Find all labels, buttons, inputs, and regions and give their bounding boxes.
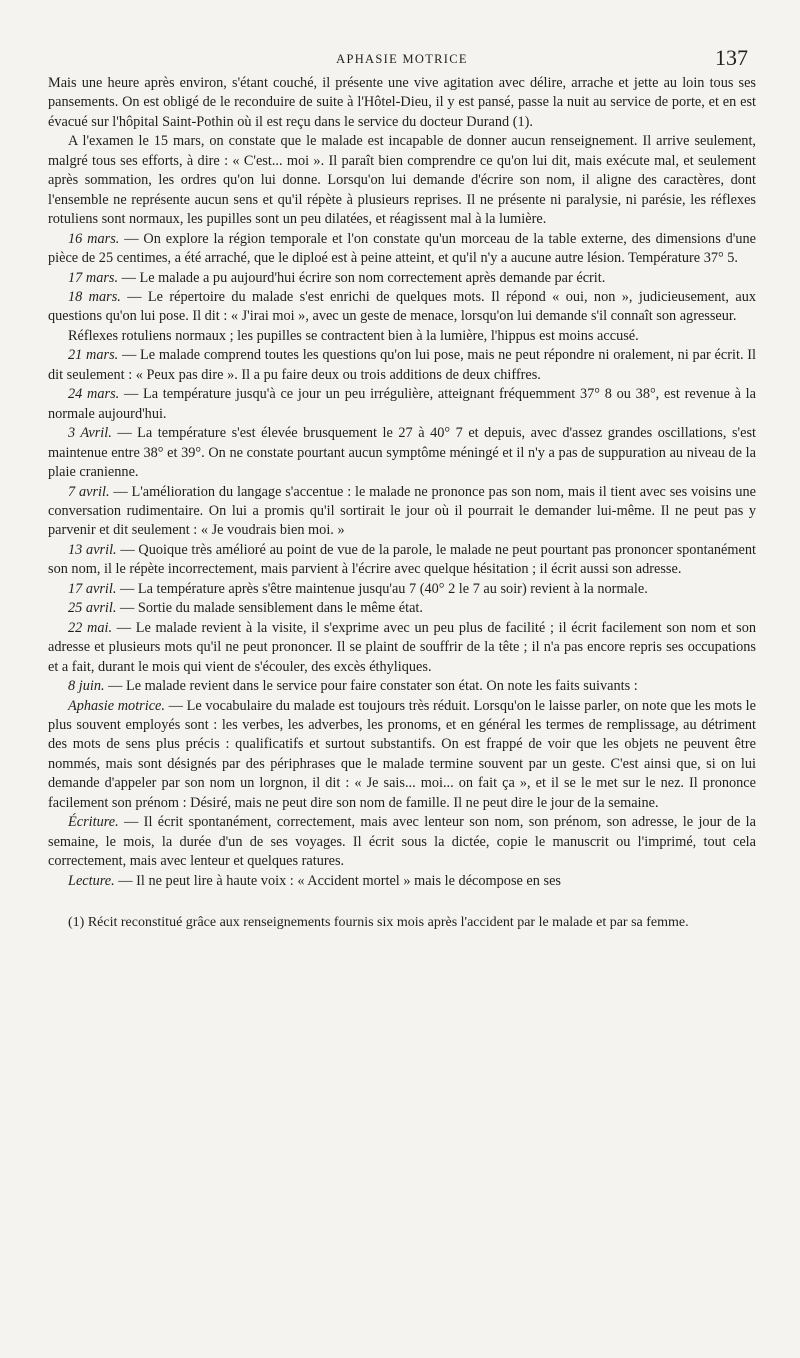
paragraph-text: — La température jusqu'à ce jour un peu irrégulière, atteignant fréquemment 37° 8 ou 38°, est revenue à la normale aujourd'hui. — [48, 386, 756, 422]
paragraph-text: — Le malade comprend toutes les questions qu'on lui pose, mais ne peut répondre ni oralement, ni par écrit. Il dit seulement : « Peux pas dire ». Il a pu faire deux ou trois additions de deux chiffres. — [48, 347, 757, 383]
paragraph-text: Mais une heure après environ, s'étant couché, il présente une vive agitation avec délire, arrache et jette au loin tous ses pansements. On est obligé de le reconduire de suite à l'Hôtel-Dieu, il y est pansé, passe la nuit au service de porte, et en est évacué sur l'hôpital Saint-Pothin où il est reçu dans le service du docteur Durand (1). — [48, 75, 756, 130]
paragraph — [48, 580, 756, 599]
paragraph-text: — L'amélioration du langage s'accentue : le malade ne prononce pas son nom, mais il tient avec ses voisins une conversation rudimentaire. On lui a promis qu'il sortirait le jour où il pourrait le demander lui-même. Il ne peut pas y parvenir et dit seulement : « Je voudrais bien moi. » — [48, 483, 756, 539]
paragraph — [48, 288, 756, 327]
paragraph-text: — Sortie du malade sensiblement dans le même état. — [116, 600, 423, 617]
paragraph-text: A l'examen le 15 mars, on constate que le malade est incapable de donner aucun renseignement. Il arrive seulement, malgré tous ses efforts, à dire : « C'est... moi ». Il paraît bien comprendre ce qu'on lui dit, mais exécute mal, et seulement après sommation, les ordres qu'on lui donne. Lorsqu'on lui demande d'écrire son nom, il aligne des caractères, dont l'ensemble ne représente aucun sens et qu'il répète à plusieurs reprises. Il ne présente ni paralysie, ni parésie, les réflexes rotuliens sont normaux, les pupilles sont un peu dilatées, et réagissent mal à la lumière. — [48, 133, 756, 228]
paragraph-text: — Il écrit spontanément, correctement, mais avec lenteur son nom, son prénom, son adresse, le jour de la semaine, le mois, la durée d'un de ses voyages. Il écrit sous la dictée, copie le manuscrit ou l'imprimé, tout cela correctement, mais avec lenteur et quelques ratures. — [48, 814, 756, 870]
paragraph-text: — Le malade revient à la visite, il s'exprime avec un peu plus de facilité ; il écrit facilement son nom et son adresse et plusieurs mots qu'il ne peut prononcer. Il se plaint de souffrir de la tête ; il n'a pas encore repris ses occupations et a fait, durant le mois qui vient de s'écouler, des excès éthyliques. — [48, 619, 756, 675]
paragraph — [48, 483, 756, 541]
paragraph — [48, 813, 756, 871]
paragraph — [48, 541, 756, 580]
paragraph-text: — On explore la région temporale et l'on constate qu'un morceau de la table externe, des dimensions d'une pièce de 25 centimes, a été arraché, que le diploé est à peine atteint, et qu'il n'y a aucune autre lésion. Température 37° 5. — [48, 230, 756, 267]
paragraph-text: — Quoique très amélioré au point de vue de la parole, le malade ne peut pourtant pas prononcer spontanément son nom, il le répète incorrectement, mais parvient à l'écrire avec quelque hésitation ; il écrit aussi son adresse. — [48, 541, 756, 578]
paragraph-text: — La température après s'être maintenue jusqu'au 7 (40° 2 le 7 au soir) revient à la normale. — [116, 580, 648, 597]
paragraph-text: — Le vocabulaire du malade est toujours très réduit. Lorsqu'on le laisse parler, on note que les mots le plus souvent employés sont : les verbes, les adverbes, les pronoms, et en général les termes de remplissage, au détriment des mots de sens plus précis : qualificatifs et surtout substantifs. On est frappé de voir que les objets ne peuvent être nommés, mais sont désignés par des périphrases que le malade termine souvent par un geste. C'est ainsi que, si on lui demande d'appeler par son nom un lorgnon, il dit : « Je sais... moi... on fait ça », et il se le met sur le nez. Il prononce facilement son prénom : Désiré, mais ne peut dire son nom de famille. Il ne peut dire le jour de la semaine. — [48, 697, 756, 811]
paragraph — [48, 132, 756, 229]
paragraph-lead: 3 Avril. — [68, 425, 112, 442]
paragraph-lead: Écriture. — [68, 814, 119, 831]
running-title: APHASIE MOTRICE — [336, 52, 468, 66]
paragraph-lead: 24 mars. — [68, 386, 120, 403]
paragraph-text: — Le malade a pu aujourd'hui écrire son nom correctement après demande par écrit. — [118, 269, 606, 286]
paragraph — [48, 872, 756, 891]
footnote: (1) Récit reconstitué grâce aux renseignements fournis six mois après l'accident par le malade et par sa femme. — [68, 915, 689, 931]
paragraph — [48, 230, 756, 269]
paragraph-lead: 17 mars. — [68, 269, 119, 286]
paragraph-lead: 8 juin. — [68, 678, 105, 695]
paragraph — [48, 346, 756, 385]
paragraph-text: — La température s'est élevée brusquement le 27 à 40° 7 et depuis, avec d'assez grandes oscillations, s'est maintenue entre 38° et 39°. On ne constate pourtant aucun symptôme méningé et il n'y a pas de suppuration au niveau de la plaie cranienne. — [48, 425, 756, 481]
paragraph — [48, 599, 756, 618]
paragraph-lead: 13 avril. — [68, 541, 117, 558]
paragraph-lead: 17 avril. — [68, 580, 117, 597]
paragraph-text: — Il ne peut lire à haute voix : « Accident mortel » mais le décompose en ses — [114, 872, 561, 889]
paragraph-text: Réflexes rotuliens normaux ; les pupilles se contractent bien à la lumière, l'hippus est moins accusé. — [68, 327, 639, 344]
paragraph-lead: 18 mars. — [68, 288, 121, 305]
paragraph — [48, 677, 756, 696]
paragraph-lead: 16 mars. — [68, 230, 120, 247]
paragraph-lead: 22 mai. — [68, 619, 113, 636]
paragraph-lead: Lecture. — [68, 872, 115, 889]
page-header — [48, 44, 756, 74]
paragraph — [48, 269, 756, 288]
paragraph — [48, 424, 756, 482]
body-text — [48, 74, 756, 891]
paragraph — [48, 697, 756, 814]
paragraph-lead: 7 avril. — [68, 483, 110, 500]
paragraph-lead: Aphasie motrice. — [68, 697, 165, 714]
paragraph-text: — Le malade revient dans le service pour faire constater son état. On note les faits suivants : — [104, 678, 638, 695]
paragraph — [48, 327, 756, 346]
paragraph-lead: 21 mars. — [68, 347, 119, 364]
paragraph-text: — Le répertoire du malade s'est enrichi de quelques mots. Il répond « oui, non », judicieusement, aux questions qu'on lui pose. Il dit : « J'irai moi », avec un geste de menace, lorsqu'on lui demande s'il connaît son agresseur. — [48, 288, 756, 325]
paragraph-lead: 25 avril. — [68, 600, 117, 617]
paragraph — [48, 619, 756, 677]
page-number: 137 — [715, 45, 748, 70]
paragraph — [48, 385, 756, 424]
paragraph — [48, 74, 756, 132]
